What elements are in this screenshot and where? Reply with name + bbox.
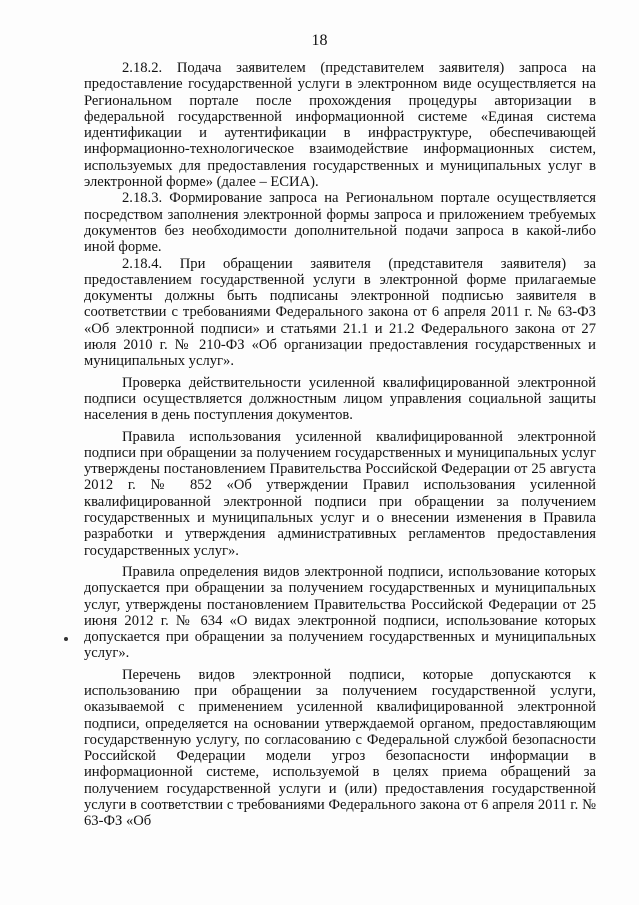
- paragraph-signature-types-rules: Правила определения видов электронной подписи, использование которых допускается при обращении за получением государственных и муниципальных услуг, утверждены постановлением Правительства Российской Федерации от 25 июня 2012 г. № 634 «О видах электронной подписи, использование которых допускается при обращении за получением государственных и муниципальных услуг».: [84, 563, 596, 662]
- paragraph-signature-check: Проверка действительности усиленной квалифицированной электронной подписи осуществляется должностным лицом управления социальной защиты населения в день поступления документов.: [84, 374, 596, 424]
- paragraph-signature-types-list: Перечень видов электронной подписи, которые допускаются к использованию при обращении за получением государственной услуги, оказываемой с применением усиленной квалифицированной электронной подписи, определяется на основании утверждаемой органом, предоставляющим государственную услугу, по согласованию с Федеральной службой безопасности Российской Федерации модели угроз безопасности информации в информационной системе, используемой в целях приема обращений за получением государственной услуги и (или) предоставления государственной услуги в соответствии с требованиями Федерального закона от 6 апреля 2011 г. № 63-ФЗ «Об: [84, 666, 596, 830]
- paragraph-2-18-3: 2.18.3. Формирование запроса на Региональном портале осуществляется посредством заполнения электронной формы запроса и приложением требуемых документов без необходимости дополнительной подачи запроса в какой-либо иной форме.: [84, 190, 596, 256]
- page-number: 18: [311, 32, 328, 49]
- paragraph-signature-rules: Правила использования усиленной квалифицированной электронной подписи при обращении за получением государственных и муниципальных услуг утверждены постановлением Правительства Российской Федерации от 25 августа 2012 г. № 852 «Об утверждении Правил использования усиленной квалифицированной электронной подписи при обращении за получением государственных и муниципальных услуг и о внесении изменения в Правила разработки и утверждения административных регламентов предоставления государственных услуг».: [84, 428, 596, 559]
- paragraph-2-18-2: 2.18.2. Подача заявителем (представителем заявителя) запроса на предоставление государственной услуги в электронном виде осуществляется на Региональном портале после прохождения процедуры авторизации в федеральной государственной информационной системе «Единая система идентификации и аутентификации в инфраструктуре, обеспечивающей информационно-технологическое взаимодействие информационных систем, используемых для предоставления государственных и муниципальных услуг в электронной форме» (далее – ЕСИА).: [84, 60, 596, 191]
- document-body: [84, 60, 596, 830]
- paragraph-2-18-4: 2.18.4. При обращении заявителя (представителя заявителя) за предоставлением государственной услуги в электронной форме прилагаемые документы должны быть подписаны электронной подписью заявителя в соответствии с требованиями Федерального закона от 6 апреля 2011 г. № 63-ФЗ «Об электронной подписи» и статьями 21.1 и 21.2 Федерального закона от 27 июля 2010 г. № 210-ФЗ «Об организации предоставления государственных и муниципальных услуг».: [84, 255, 596, 370]
- margin-dot-mark: [64, 637, 68, 641]
